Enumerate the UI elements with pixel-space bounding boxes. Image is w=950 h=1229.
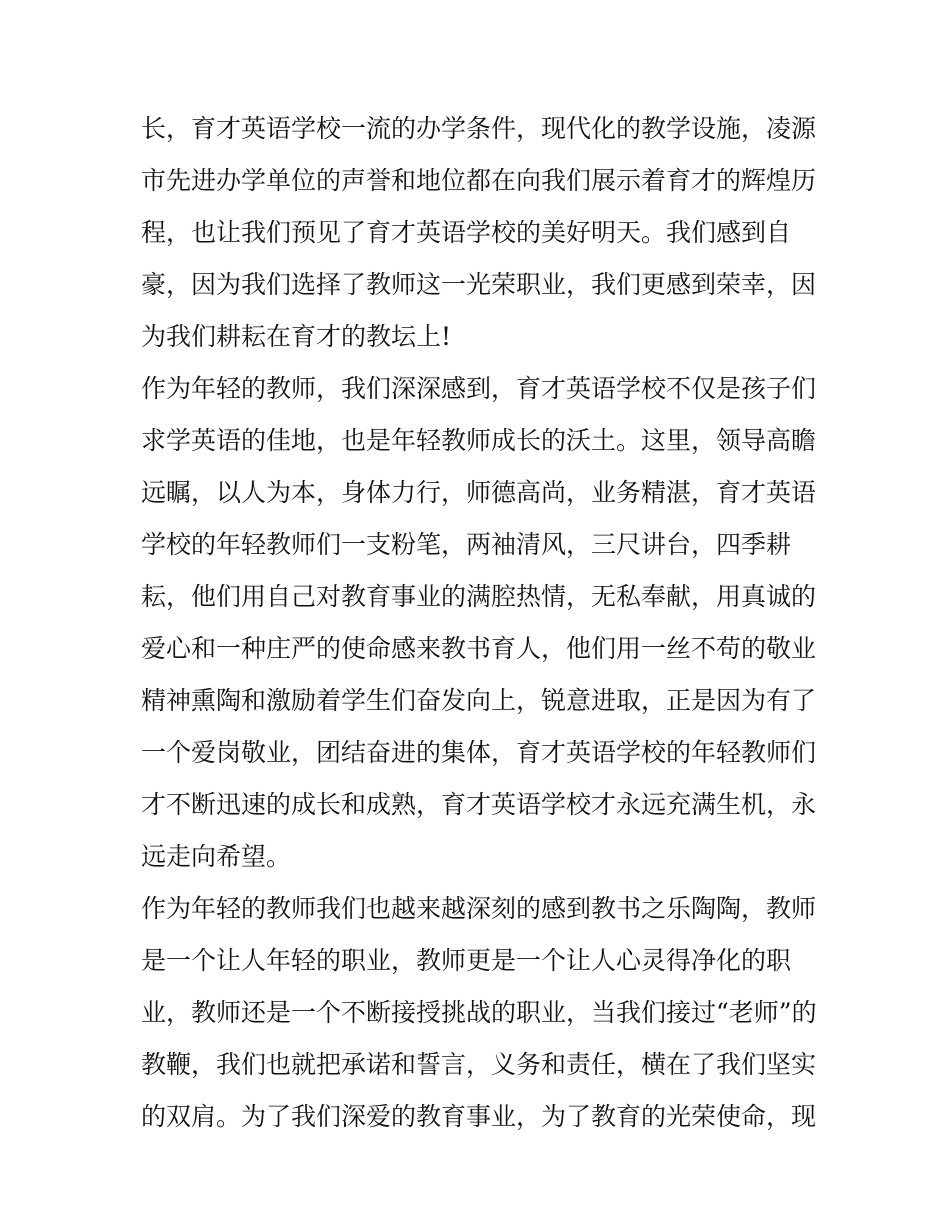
text-line: 学校的年轻教师们一支粉笔，两袖清风，三尺讲台，四季耕 — [141, 530, 792, 559]
text-line: 豪，因为我们选择了教师这一光荣职业，我们更感到荣幸，因 — [141, 270, 817, 299]
text-line: 作为年轻的教师我们也越来越深刻的感到教书之乐陶陶，教师 — [141, 894, 817, 923]
text-line: 是一个让人年轻的职业，教师更是一个让人心灵得净化的职 — [141, 946, 792, 975]
text-line: 长，育才英语学校一流的办学条件，现代化的教学设施，凌源 — [141, 114, 817, 143]
text-line: 才不断迅速的成长和成熟，育才英语学校才永远充满生机，永 — [141, 790, 817, 819]
text-line: 的双肩。为了我们深爱的教育事业，为了教育的光荣使命，现 — [141, 1102, 817, 1131]
text-line: 为我们耕耘在育才的教坛上! — [141, 322, 452, 351]
text-line: 远瞩，以人为本，身体力行，师德高尚，业务精湛，育才英语 — [141, 478, 817, 507]
text-line: 求学英语的佳地，也是年轻教师成长的沃土。这里，领导高瞻 — [141, 426, 817, 455]
text-line: 爱心和一种庄严的使命感来教书育人，他们用一丝不苟的敬业 — [141, 634, 817, 663]
text-line: 一个爱岗敬业，团结奋进的集体，育才英语学校的年轻教师们 — [141, 738, 817, 767]
text-line: 精神熏陶和激励着学生们奋发向上，锐意进取，正是因为有了 — [141, 686, 817, 715]
text-line: 程，也让我们预见了育才英语学校的美好明天。我们感到自 — [141, 218, 792, 247]
text-line: 市先进办学单位的声誉和地位都在向我们展示着育才的辉煌历 — [141, 166, 817, 195]
text-line: 作为年轻的教师，我们深深感到，育才英语学校不仅是孩子们 — [141, 374, 817, 403]
text-line: 教鞭，我们也就把承诺和誓言，义务和责任，横在了我们坚实 — [141, 1050, 817, 1079]
text-line: 远走向希望。 — [141, 842, 292, 871]
text-line: 业，教师还是一个不断接授挑战的职业，当我们接过“老师”的 — [141, 998, 817, 1027]
text-line: 耘，他们用自己对教育事业的满腔热情，无私奉献，用真诚的 — [141, 582, 817, 611]
